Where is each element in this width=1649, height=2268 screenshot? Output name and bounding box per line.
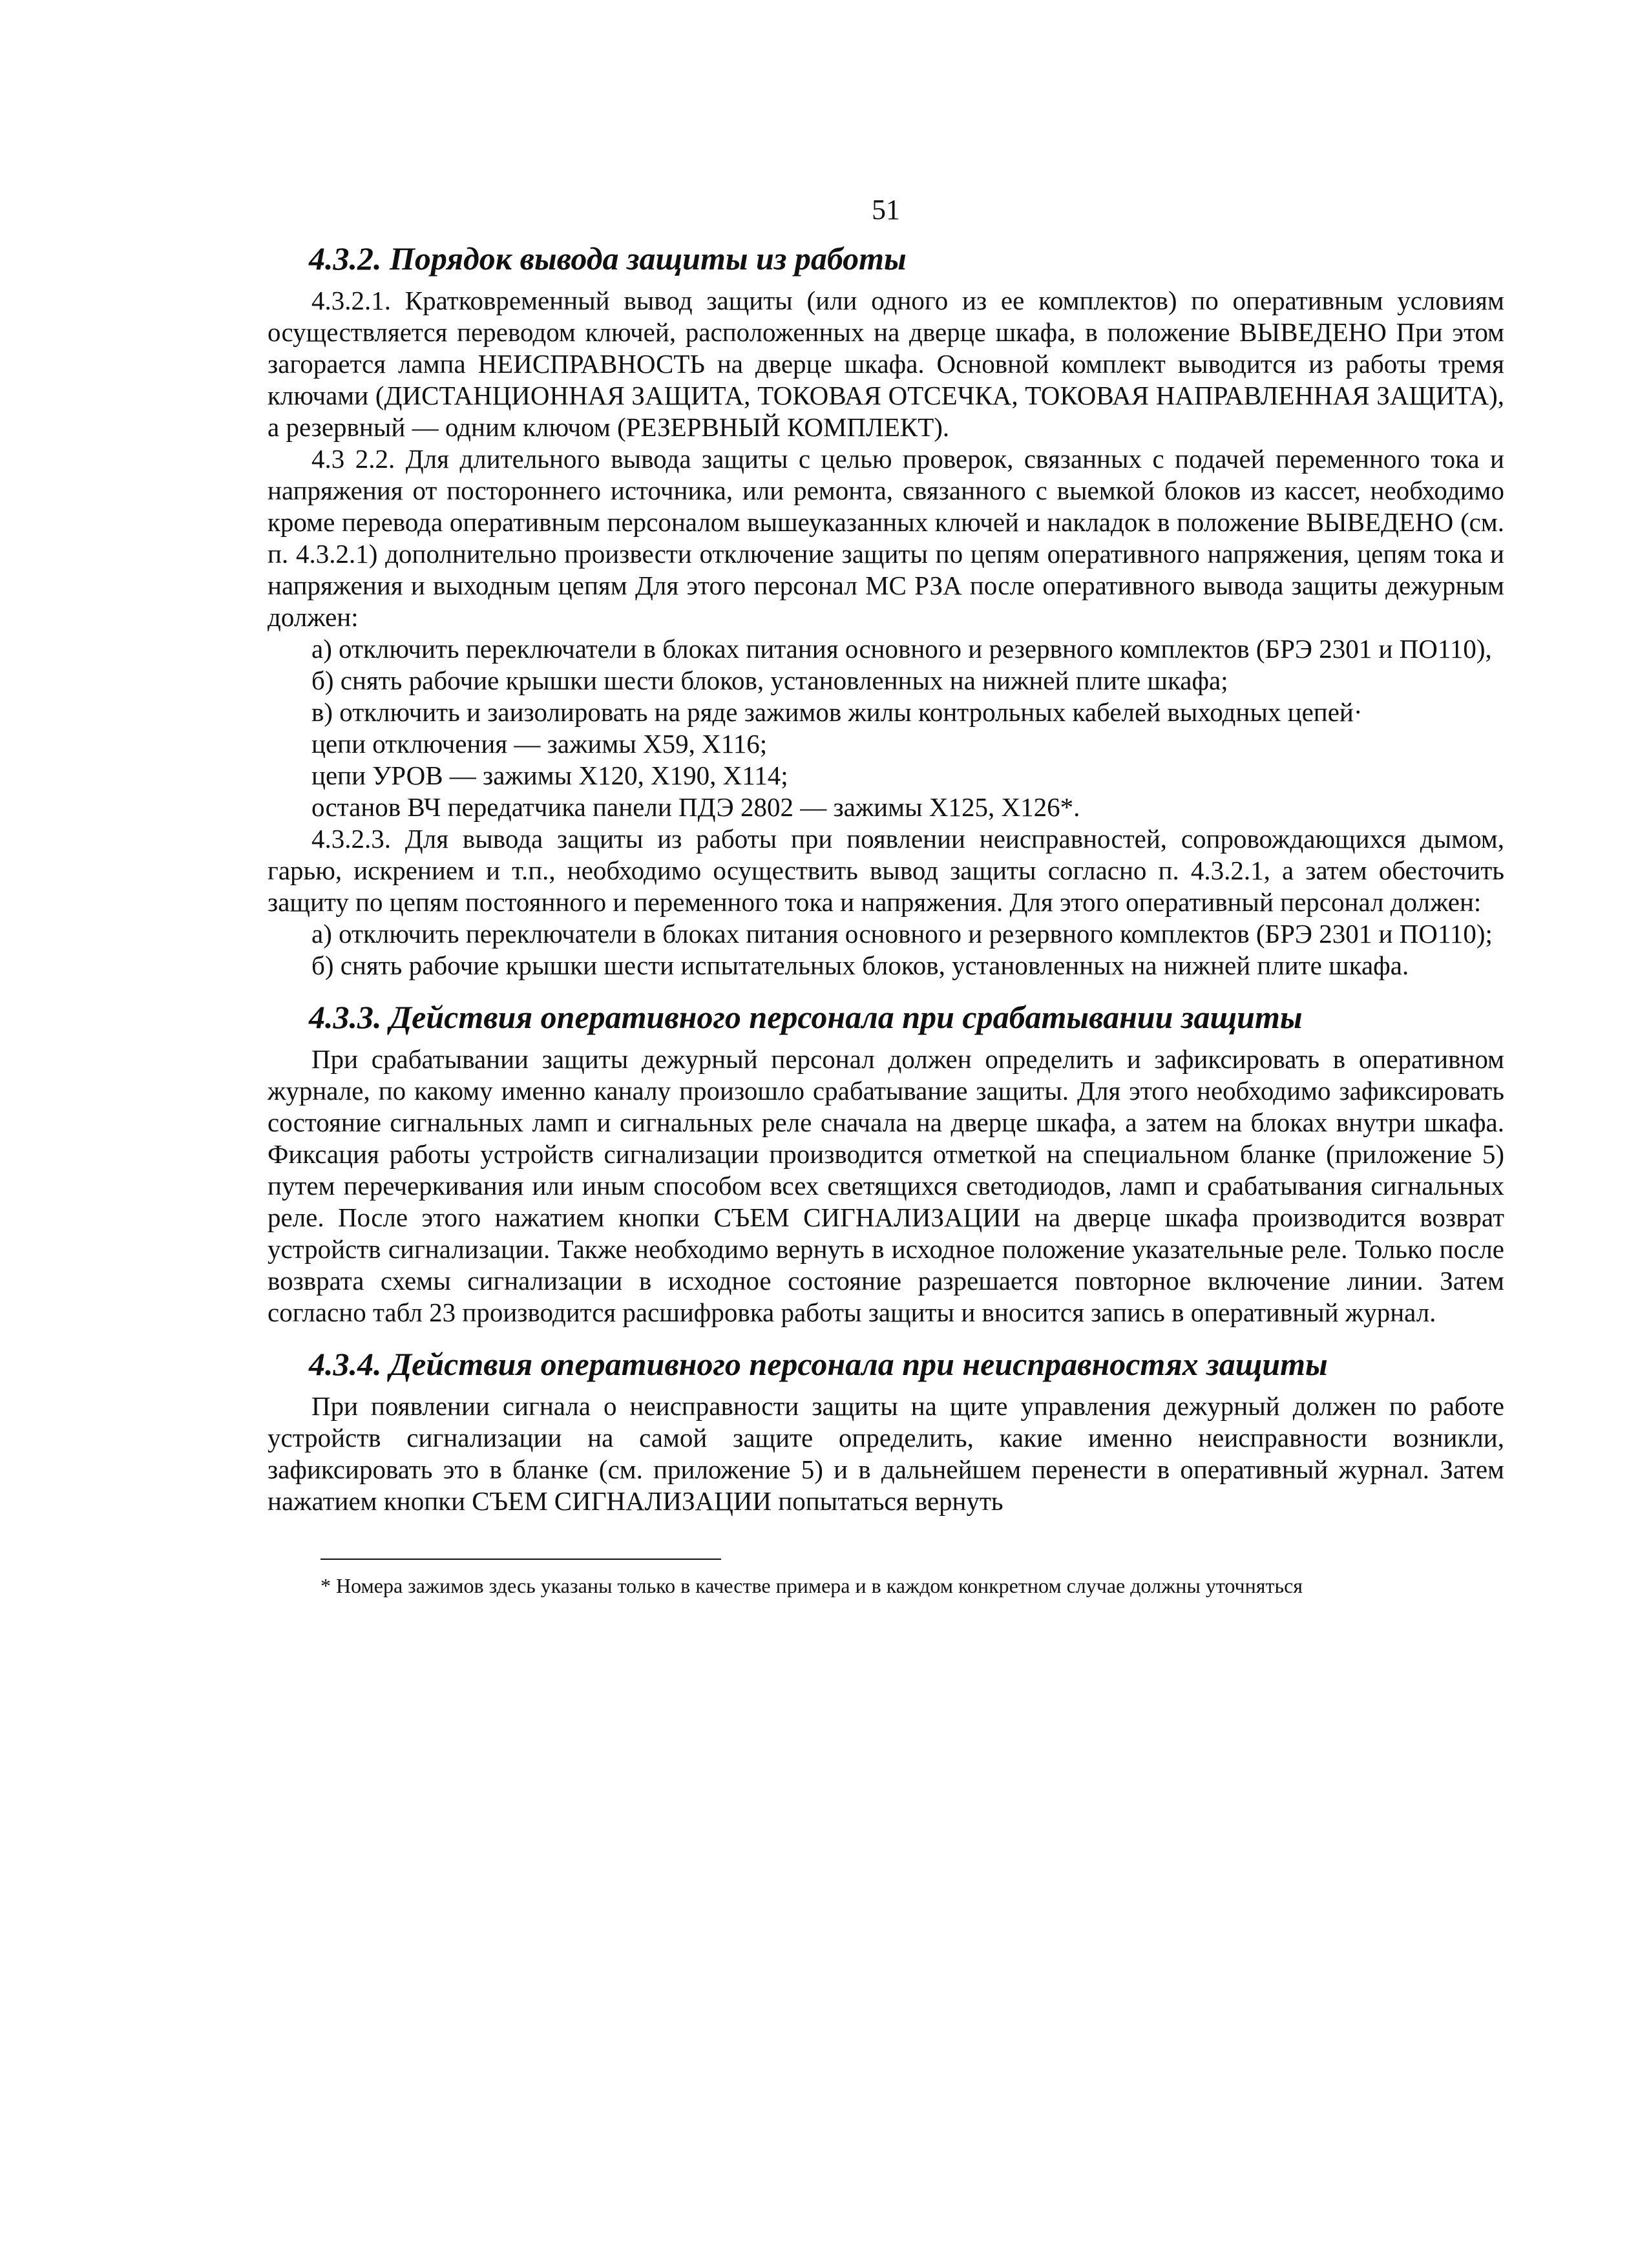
- section-heading-4-3-2: 4.3.2. Порядок вывода защиты из работы: [309, 240, 907, 277]
- footnote-marker: *.: [1060, 792, 1080, 822]
- paragraph-4-3-3: При срабатывании защиты дежурный персонал должен определить и зафиксировать в оперативном журнале, по какому именно каналу произошло срабатывание защиты. Для этого необходимо зафиксировать состояние сигнальных ламп и сигнальных реле сначала на дверце шкафа, а затем на блоках внутри шкафа. Фиксация работы устройств сигнализации производится отметкой на специальном бланке (приложение 5) путем перечеркивания или иным способом всех светящихся светодиодов, ламп и срабатывания сигнальных реле. После этого нажатием кнопки СЪЕМ СИГНАЛИЗАЦИИ на дверце шкафа производится возврат устройств сигнализации. Также необходимо вернуть в исходное положение указательные реле. Только после возврата схемы сигнализации в исходное состояние разрешается повторное включение линии. Затем согласно табл 23 производится расшифровка работы защиты и вносится запись в оперативный журнал.: [268, 1044, 1504, 1327]
- page-number: 51: [872, 194, 900, 226]
- list-item-a: а) отключить переключатели в блоках питания основного и резервного комплектов (БРЭ 2301 и ПО110),: [311, 634, 1492, 664]
- list-item-b-2: б) снять рабочие крышки шести испытательных блоков, установленных на нижней плите шкафа.: [311, 950, 1409, 980]
- paragraph-4-3-4: При появлении сигнала о неисправности защиты на щите управления дежурный должен по работе устройств сигнализации на самой защите определить, какие именно неисправности возникли, зафиксировать это в бланке (см. приложение 5) и в дальнейшем перенести в оперативный журнал. Затем нажатием кнопки СЪЕМ СИГНАЛИЗАЦИИ попытаться вернуть: [268, 1391, 1504, 1516]
- paragraph-4-3-2-1: 4.3.2.1. Кратковременный вывод защиты (или одного из ее комплектов) по оперативным условиям осуществляется переводом ключей, расположенных на дверце шкафа, в положение ВЫВЕДЕНО При этом загорается лампа НЕИСПРАВНОСТЬ на дверце шкафа. Основной комплект выводится из работы тремя ключами (ДИСТАНЦИОННАЯ ЗАЩИТА, ТОКОВАЯ ОТСЕЧКА, ТОКОВАЯ НАПРАВЛЕННАЯ ЗАЩИТА), а резервный — одним ключом (РЕЗЕРВНЫЙ КОМПЛЕКТ).: [268, 286, 1504, 442]
- terminal-line-3: [268, 792, 1504, 823]
- terminal-line-3-text: останов ВЧ передатчика панели ПДЭ 2802 — зажимы X125, X126: [311, 792, 1060, 822]
- footnote-rule: [320, 1559, 721, 1560]
- paragraph-4-3-2-2: 4.3 2.2. Для длительного вывода защиты с целью проверок, связанных с подачей переменного тока и напряжения от постороннего источника, или ремонта, связанного с выемкой блоков из кассет, необходимо кроме перевода оперативным персоналом вышеуказанных ключей и накладок в положение ВЫВЕДЕНО (см. п. 4.3.2.1) дополнительно произвести отключение защиты по цепям оперативного напряжения, цепям тока и напряжения и выходным цепям Для этого персонал МС РЗА после оперативного вывода защиты дежурным должен:: [268, 444, 1504, 632]
- list-item-b: б) снять рабочие крышки шести блоков, установленных на нижней плите шкафа;: [311, 666, 1228, 695]
- list-item-v: в) отключить и заизолировать на ряде зажимов жилы контрольных кабелей выходных цепей·: [311, 697, 1363, 727]
- list-item-a-2: а) отключить переключатели в блоках питания основного и резервного комплектов (БРЭ 2301 и ПО110);: [311, 919, 1493, 949]
- footnote-text: * Номера зажимов здесь указаны только в качестве примера и в каждом конкретном случае должны уточняться: [320, 1574, 1303, 1597]
- terminal-line-2: цепи УРОВ — зажимы X120, X190, X114;: [311, 761, 788, 790]
- section-heading-4-3-3: 4.3.3. Действия оперативного персонала при срабатывании защиты: [309, 999, 1303, 1035]
- terminal-line-1: цепи отключения — зажимы X59, X116;: [311, 729, 768, 759]
- paragraph-4-3-2-3: 4.3.2.3. Для вывода защиты из работы при появлении неисправностей, сопровождающихся дымом, гарью, искрением и т.п., необходимо осуществить вывод защиты согласно п. 4.3.2.1, а затем обесточить защиту по цепям постоянного и переменного тока и напряжения. Для этого оперативный персонал должен:: [268, 824, 1504, 917]
- document-page: [268, 194, 1504, 1600]
- section-heading-4-3-4: 4.3.4. Действия оперативного персонала при неисправностях защиты: [309, 1346, 1328, 1382]
